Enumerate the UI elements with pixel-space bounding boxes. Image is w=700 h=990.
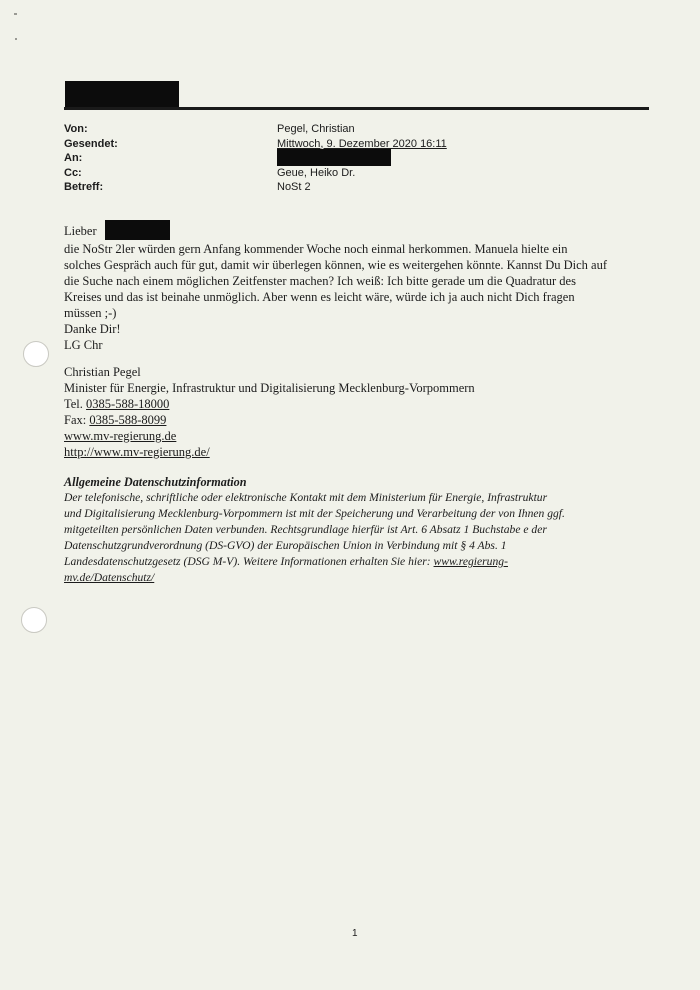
body-line: Danke Dir! [64,322,121,336]
sent-value: Mittwoch, 9. Dezember 2020 16:11 [277,137,447,150]
from-row [64,122,664,137]
tel-label: Tel. [64,397,83,411]
redacted-sender-block [65,81,179,108]
punch-hole-upper [23,341,49,367]
from-value: Pegel, Christian [277,123,355,135]
website-link[interactable]: www.mv-regierung.de [64,429,177,443]
cc-label: Cc: [64,166,82,179]
privacy-title: Allgemeine Datenschutzinformation [64,475,247,489]
privacy-line: Datenschutzgrundverordnung (DS-GVO) der Europäischen Union in Verbindung mit § 4 Abs. 1 [64,539,507,552]
body-line: Kreises und das ist beinahe unmöglich. Aber wenn es leicht wäre, würde ich ja auch nicht Dich fragen [64,290,575,304]
privacy-line: Der telefonische, schriftliche oder elektronische Kontakt mit dem Ministerium für Energie, Infrastruktur [64,491,548,504]
body-line: solches Gespräch auch für gut, damit wir überlegen können, wie es weitergehen könnte. Kannst Du Dich auf [64,258,608,272]
subject-value: NoSt 2 [277,181,311,193]
redacted-recipient-block [277,149,391,166]
body-line: die Suche nach einem möglichen Zeitfenster machen? Ich weiß: Ich bitte gerade um die Quadratur des [64,274,576,288]
privacy-last-text: Landesdatenschutzgesetz (DSG M-V). Weitere Informationen erhalten Sie hier: [64,555,434,568]
signature-title: Minister für Energie, Infrastruktur und Digitalisierung Mecklenburg-Vorpommern [64,381,475,395]
email-body [64,223,644,353]
privacy-line [64,554,644,570]
fax-label: Fax: [64,413,87,427]
privacy-link-part1[interactable]: www.regierung- [433,555,508,568]
redacted-name-block [105,220,170,240]
privacy-line: und Digitalisierung Mecklenburg-Vorpommern ist mit der Speicherung und Verarbeitung der von Ihnen ggf. [64,507,565,520]
subject-row [64,180,664,195]
punch-hole-lower [21,607,47,633]
to-label: An: [64,152,83,164]
greeting-text: Lieber [64,224,97,238]
privacy-line: mitgeteilten persönlichen Daten verbunden. Rechtsgrundlage hierfür ist Art. 6 Absatz 1 Buchstabe e der [64,523,547,536]
body-line: müssen ;-) [64,306,117,320]
cc-row [64,166,664,181]
body-line: LG Chr [64,338,103,352]
scan-speck [15,38,17,40]
cc-value: Geue, Heiko Dr. [277,166,356,179]
signature-block [64,364,644,460]
signature-fax [64,412,644,428]
body-line: die NoStr 2ler würden gern Anfang kommender Woche noch einmal herkommen. Manuela hielte ein [64,242,568,256]
tel-link[interactable]: 0385-588-18000 [86,397,170,411]
sent-label: Gesendet: [64,137,118,150]
privacy-notice [64,474,644,586]
scan-speck [14,13,17,15]
signature-name: Christian Pegel [64,365,141,379]
signature-tel [64,396,644,412]
fax-link[interactable]: 0385-588-8099 [89,413,167,427]
from-label: Von: [64,123,88,135]
subject-label: Betreff: [64,181,104,193]
website-url-link[interactable]: http://www.mv-regierung.de/ [64,445,210,459]
page-number: 1 [352,928,358,939]
header-divider [64,107,649,110]
privacy-link-part2[interactable]: mv.de/Datenschutz/ [64,571,155,584]
